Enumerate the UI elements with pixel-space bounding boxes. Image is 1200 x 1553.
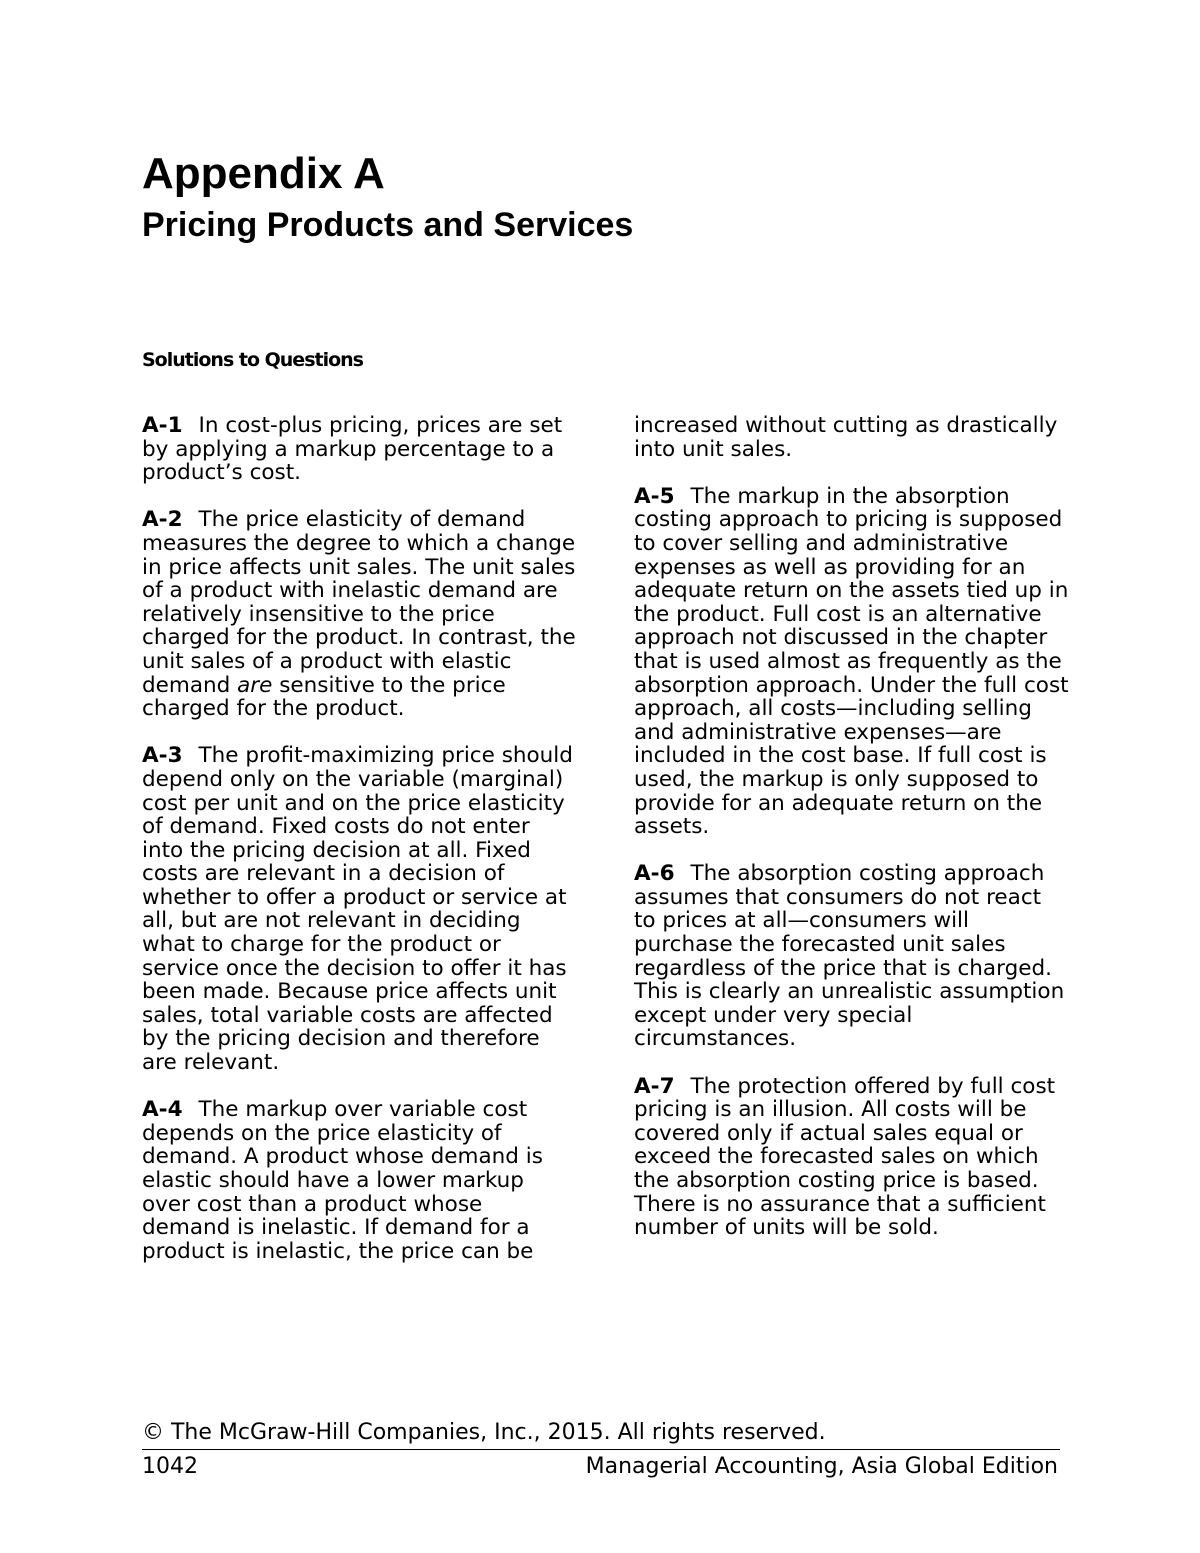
left-column <box>142 414 577 1287</box>
question-id: A-2 <box>142 507 183 533</box>
question-id: A-4 <box>142 1097 183 1123</box>
question-a4-continuation: increased without cutting as drastically into unit sales. <box>634 413 1058 462</box>
appendix-subtitle: Pricing Products and Services <box>142 206 634 244</box>
appendix-title: Appendix A <box>142 149 385 198</box>
question-text: The price elasticity of demand measures the degree to which a change in price affects unit sales. The unit sales of a product with inelastic demand are relatively insensitive to the price charged for the product. In contrast, the unit sales of a product with elastic demand <box>142 507 576 698</box>
question-text: The markup in the absorption costing approach to pricing is supposed to cover selling and administrative expenses as well as providing for an adequate return on the assets tied up in the product. Full cost is an alternative approach not discussed in the chapter that is used almost as frequently as the absorption approach. Under the full cost approach, all costs—including selling and administrative expenses—are included in the cost base. If full cost is used, the markup is only supposed to provide for an adequate return on the assets. <box>634 483 1069 840</box>
question-a5 <box>634 485 1069 839</box>
question-a1 <box>142 414 577 485</box>
emphasis-text: are <box>237 672 273 698</box>
question-id: A-1 <box>142 413 183 438</box>
question-a4 <box>142 1098 577 1263</box>
question-id: A-7 <box>634 1073 675 1099</box>
question-id: A-5 <box>634 483 675 509</box>
section-heading: Solutions to Questions <box>142 349 363 371</box>
right-column <box>634 414 1069 1263</box>
question-text: The absorption costing approach assumes that consumers do not react to prices at all—consumers will purchase the forecasted unit sales regardless of the price that is charged. This is clearly an unrealistic assumption except under very special circumstances. <box>634 861 1065 1052</box>
question-a7 <box>634 1075 1069 1240</box>
copyright-notice: © The McGraw-Hill Companies, Inc., 2015. All rights reserved. <box>142 1420 826 1445</box>
question-id: A-3 <box>142 743 183 769</box>
question-text: The protection offered by full cost pricing is an illusion. All costs will be covered only if actual sales equal or exceed the forecasted sales on which the absorption costing price is based. There is no assurance that a sufficient number of units will be sold. <box>634 1073 1056 1241</box>
question-a2 <box>142 508 577 720</box>
page-number: 1042 <box>142 1454 198 1479</box>
footer-divider <box>142 1449 1060 1450</box>
question-a6 <box>634 862 1069 1051</box>
question-text: sensitive to the price charged for the product. <box>142 672 506 722</box>
question-text: The markup over variable cost depends on the price elasticity of demand. A product whose demand is elastic should have a lower markup over cost than a product whose demand is inelastic. If demand for a product is inelastic, the price can be <box>142 1097 543 1264</box>
question-id: A-6 <box>634 861 675 887</box>
question-text: The profit-maximizing price should depend only on the variable (marginal) cost per unit and on the price elasticity of demand. Fixed costs do not enter into the pricing decision at all. Fixed costs are relevant in a decision of whether to offer a product or service at all, but are not relevant in deciding what to charge for the product or service once the decision to offer it has been made. Because price affects unit sales, total variable costs are affected by the pricing decision and therefore are relevant. <box>142 743 573 1076</box>
book-title: Managerial Accounting, Asia Global Edition <box>585 1454 1058 1479</box>
question-text: In cost-plus pricing, prices are set by applying a markup percentage to a product’s cost. <box>142 413 563 486</box>
question-a3 <box>142 744 577 1074</box>
